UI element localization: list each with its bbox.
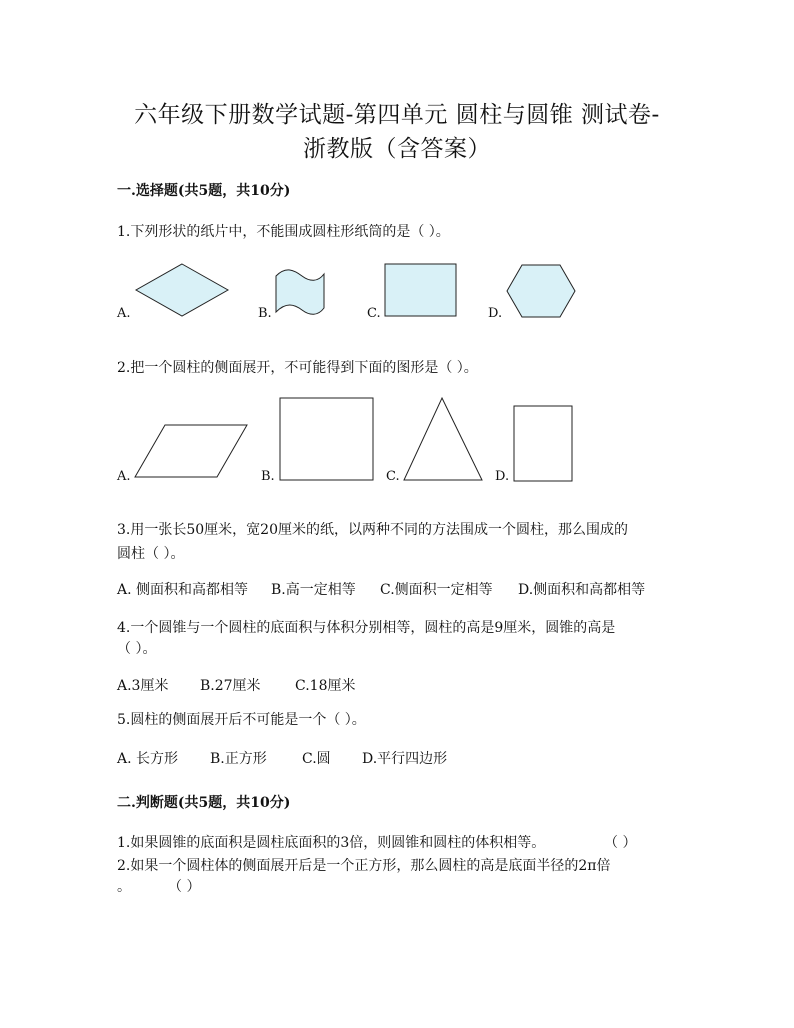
q1-hexagon-shape [505,263,577,319]
judge-question-2-line-2: 。 [117,879,131,895]
q5-option-b: B.正方形 [210,751,267,767]
q2-rectangle-shape [513,405,573,482]
q3-option-c: C.侧面积一定相等 [380,582,493,598]
q4-option-b: B.27厘米 [200,678,261,694]
judge-question-2-line-1: 2.如果一个圆柱体的侧面展开后是一个正方形，那么圆柱的高是底面半径的2π倍 [117,858,611,874]
q4-option-c: C.18厘米 [295,678,356,694]
q1-rhombus-shape [134,262,230,318]
judge-question-2-answer-paren: （ ） [168,879,201,895]
question-4-line-2: （ ）。 [117,641,157,657]
q5-option-c: C.圆 [302,751,331,767]
page-title-line-2: 浙教版（含答案） [303,136,491,162]
q3-option-b: B.高一定相等 [271,582,356,598]
judge-question-1-answer-paren: （ ） [604,835,637,851]
q1-option-b-label: B. [258,306,272,321]
question-2-text: 2.把一个圆柱的侧面展开，不可能得到下面的图形是（ ）。 [117,360,478,376]
judge-question-1-text: 1.如果圆锥的底面积是圆柱底面积的3倍，则圆锥和圆柱的体积相等。 [117,835,546,851]
q2-option-d-label: D. [495,469,510,484]
q2-square-shape [279,397,374,481]
q2-option-a-label: A. [117,469,131,484]
q2-triangle-shape [402,396,484,482]
q4-option-a: A.3厘米 [117,678,169,694]
q2-option-c-label: C. [386,469,400,484]
question-4-line-1: 4.一个圆锥与一个圆柱的底面积与体积分别相等，圆柱的高是9厘米，圆锥的高是 [117,620,616,636]
question-5-text: 5.圆柱的侧面展开后不可能是一个（ ）。 [117,712,366,728]
page-title-line-1: 六年级下册数学试题-第四单元 圆柱与圆锥 测试卷- [134,102,660,128]
q2-parallelogram-shape [133,423,249,479]
q3-option-d: D.侧面积和高都相等 [518,582,646,598]
question-1-text: 1.下列形状的纸片中，不能围成圆柱形纸筒的是（ ）。 [117,224,450,240]
section-2-heading: 二.判断题(共5题，共10分) [117,795,291,811]
q2-option-b-label: B. [261,469,275,484]
q1-option-c-label: C. [367,306,381,321]
q3-option-a: A. 侧面积和高都相等 [117,582,249,598]
q1-wave-shape [272,268,328,318]
q5-option-d: D.平行四边形 [362,751,448,767]
q1-rectangle-shape [384,263,457,317]
question-3-line-2: 圆柱（ ）。 [117,546,185,562]
q5-option-a: A. 长方形 [117,751,179,767]
question-3-line-1: 3.用一张长50厘米，宽20厘米的纸，以两种不同的方法围成一个圆柱，那么围成的 [117,522,628,538]
section-1-heading: 一.选择题(共5题，共10分) [117,183,291,199]
q1-option-a-label: A. [117,306,131,321]
q1-option-d-label: D. [488,306,503,321]
